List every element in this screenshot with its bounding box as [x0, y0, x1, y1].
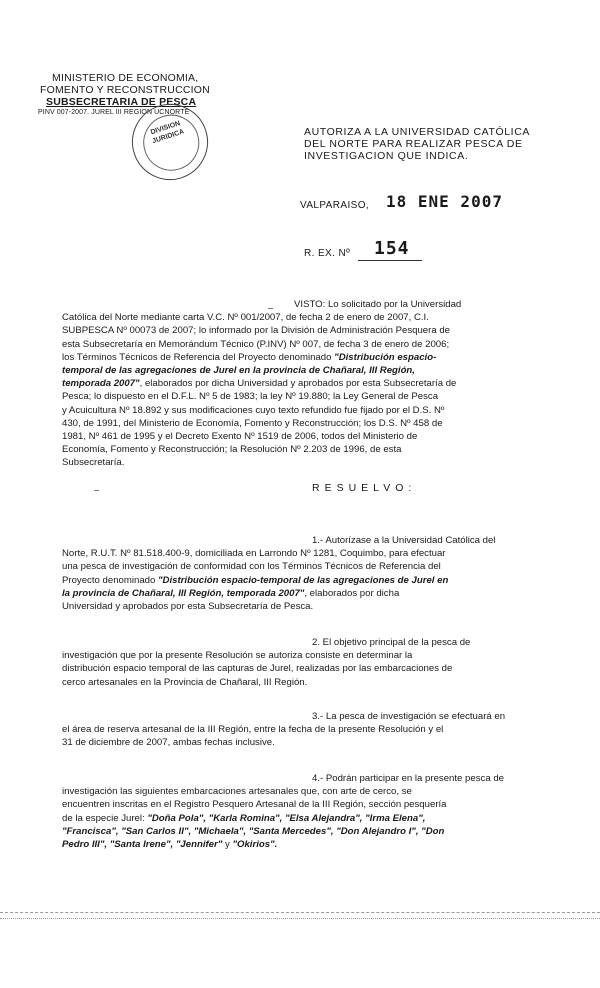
- date-place: VALPARAISO,: [300, 200, 370, 211]
- article-1-line: una pesca de investigación de conformidad con los Términos Técnicos de Referencia del: [62, 561, 441, 573]
- rex-label: R. EX. Nº: [304, 248, 351, 259]
- document-title: [304, 126, 530, 162]
- visto-line: VISTO: Lo solicitado por la Universidad: [294, 299, 462, 310]
- article-2: [62, 636, 540, 689]
- article-2-line: distribución espacio temporal de las capturas de Jurel, realizadas por las embarcaciones de: [62, 663, 453, 675]
- article-3: [62, 710, 540, 750]
- article-4-line: Pedro III", "Santa Irene", "Jennifer" y "Okirios".: [62, 839, 278, 851]
- article-4-line: 4.- Podrán participar en la presente pesca de: [312, 773, 504, 784]
- margin-mark: [94, 490, 99, 491]
- article-4-line: de la especie Jurel: "Doña Pola", "Karla Romina", "Elsa Alejandra", "Irma Elena",: [62, 812, 426, 824]
- visto-line: Pesca; lo dispuesto en el D.F.L. Nº 5 de 1983; la ley Nº 19.880; la Ley General de Pesca: [62, 391, 439, 403]
- visto-line: Subsecretaría.: [62, 457, 125, 469]
- visto-line: y Acuicultura Nº 18.892 y sus modificaciones cuyo texto refundido fue fijado por el D.S. Nº: [62, 404, 445, 416]
- article-1-line: 1.- Autorízase a la Universidad Católica del: [312, 535, 496, 546]
- visto-line: temporal de las agregaciones de Jurel en la provincia de Chañaral, III Región,: [62, 365, 415, 377]
- visto-line: 1981, Nº 461 de 1995 y el Decreto Exento Nº 1519 de 2006, todos del Ministerio de: [62, 431, 418, 443]
- visto-line: 430, de 1991, del Ministerio de Economía, Fomento y Reconstrucción; los D.S. Nº 458 de: [62, 417, 443, 429]
- article-2-line: investigación que por la presente Resolución se autoriza consiste en determinar la: [62, 650, 413, 662]
- subsecretaria-name: SUBSECRETARIA DE PESCA: [46, 96, 197, 108]
- ministry-name: MINISTERIO DE ECONOMIA,: [52, 72, 199, 84]
- rex-number: 154: [374, 238, 410, 259]
- article-4-line: investigación las siguientes embarcaciones artesanales que, con arte de cerco, se: [62, 786, 412, 798]
- date-stamp: 18 ENE 2007: [386, 192, 503, 211]
- article-4-line: encuentren inscritas en el Registro Pesquero Artesanal de la III Región, sección pesquería: [62, 799, 447, 811]
- margin-mark: [268, 308, 273, 309]
- visto-paragraph: [62, 298, 540, 470]
- visto-line: esta Subsecretaría en Memorándum Técnico (P.INV) Nº 007, de fecha 3 de enero de 2006;: [62, 338, 450, 350]
- article-1-line: la provincia de Chañaral, III Región, temporada 2007", elaborados por dicha: [62, 587, 400, 599]
- article-4-line: "Francisca", "San Carlos II", "Michaela", "Santa Mercedes", "Don Alejandro I", "Don: [62, 825, 445, 837]
- visto-line: Economía, Fomento y Reconstrucción; la Resolución Nº 2.203 de 1996, de esta: [62, 444, 402, 456]
- article-1-line: Norte, R.U.T. Nº 81.518.400-9, domiciliada en Larrondo Nº 1281, Coquimbo, para efectuar: [62, 548, 446, 560]
- visto-line: temporada 2007", elaborados por dicha Universidad y aprobados por esta Subsecretaría de: [62, 378, 457, 390]
- title-line-1: AUTORIZA A LA UNIVERSIDAD CATÓLICA: [304, 126, 530, 138]
- article-3-line: 31 de diciembre de 2007, ambas fechas inclusive.: [62, 737, 275, 749]
- article-1-line: Universidad y aprobados por esta Subsecretaría de Pesca.: [62, 601, 314, 613]
- project-name: "Distribución espacio-: [334, 351, 437, 363]
- ministry-subname: FOMENTO Y RECONSTRUCCION: [40, 84, 210, 96]
- visto-line: Católica del Norte mediante carta V.C. Nº 001/2007, de fecha 2 de enero de 2007, C.I.: [62, 312, 429, 324]
- vessel-names: "Doña Pola", "Karla Romina", "Elsa Alejandra", "Irma Elena",: [147, 812, 426, 824]
- stamp-text: DIVISION JURIDICA: [149, 120, 186, 146]
- article-3-line: el área de reserva artesanal de la III Región, entre la fecha de la presente Resolución y el: [62, 724, 444, 736]
- article-3-line: 3.- La pesca de investigación se efectuará en: [312, 711, 506, 722]
- resuelvo-heading: RESUELVO:: [312, 482, 417, 494]
- scan-edge-line: [0, 912, 600, 913]
- title-line-2: DEL NORTE PARA REALIZAR PESCA DE: [304, 138, 523, 150]
- article-1-line: Proyecto denominado "Distribución espacio-temporal de las agregaciones de Jurel en: [62, 574, 449, 586]
- file-reference: PINV 007-2007. JUREL III REGION UCNORTE: [38, 109, 190, 116]
- article-1: [62, 534, 540, 613]
- title-line-3: INVESTIGACION QUE INDICA.: [304, 150, 469, 162]
- article-2-line: 2. El objetivo principal de la pesca de: [312, 637, 471, 648]
- visto-line: los Términos Técnicos de Referencia del Proyecto denominado "Distribución espacio-: [62, 351, 437, 363]
- article-4: [62, 772, 540, 851]
- rex-underline: [358, 260, 422, 261]
- article-2-line: cerco artesanales en la Provincia de Chañaral, III Región.: [62, 676, 308, 688]
- visto-line: SUBPESCA Nº 00073 de 2007; lo informado por la División de Administración Pesquera de: [62, 325, 451, 337]
- scan-edge-line: [0, 918, 600, 919]
